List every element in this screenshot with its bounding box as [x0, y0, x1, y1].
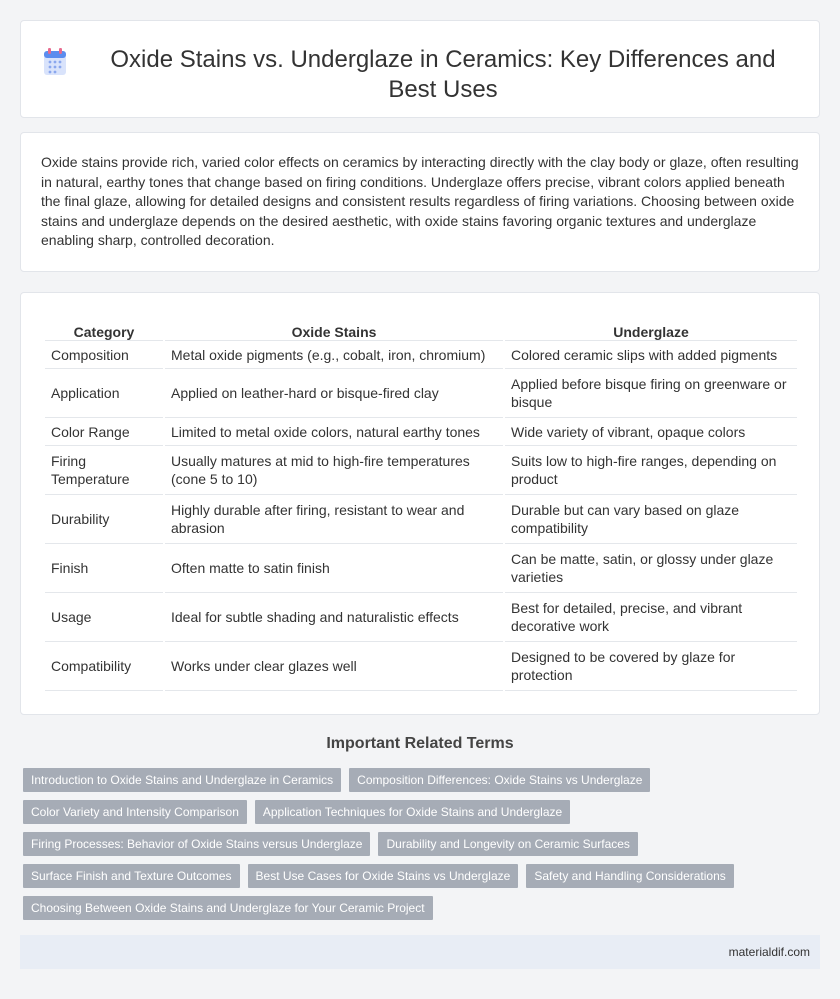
table-row [45, 341, 797, 369]
oxide-cell: Usually matures at mid to high-fire temperatures (cone 5 to 10) [165, 446, 503, 495]
comparison-table [43, 315, 799, 691]
row-category: Application [45, 369, 163, 418]
comparison-card [20, 292, 820, 715]
table-row [45, 418, 797, 446]
header-card [20, 20, 820, 118]
oxide-cell: Metal oxide pigments (e.g., cobalt, iron, chromium) [165, 341, 503, 369]
column-header: Underglaze [505, 315, 797, 341]
row-category: Usage [45, 593, 163, 642]
table-row [45, 369, 797, 418]
related-term-tag[interactable]: Best Use Cases for Oxide Stains vs Underglaze [248, 864, 519, 888]
related-term-tag[interactable]: Choosing Between Oxide Stains and Underglaze for Your Ceramic Project [23, 896, 433, 920]
table-row [45, 593, 797, 642]
page-title: Oxide Stains vs. Underglaze in Ceramics: Key Differences and Best Uses [110, 46, 776, 103]
table-row [45, 446, 797, 495]
related-term-tag[interactable]: Introduction to Oxide Stains and Underglaze in Ceramics [23, 768, 341, 792]
table-row [45, 495, 797, 544]
oxide-cell: Applied on leather-hard or bisque-fired clay [165, 369, 503, 418]
related-term-tag[interactable]: Color Variety and Intensity Comparison [23, 800, 247, 824]
oxide-cell: Highly durable after firing, resistant to wear and abrasion [165, 495, 503, 544]
document-icon [41, 47, 69, 77]
underglaze-cell: Wide variety of vibrant, opaque colors [505, 418, 797, 446]
underglaze-cell: Colored ceramic slips with added pigments [505, 341, 797, 369]
table-row [45, 544, 797, 593]
related-term-tag[interactable]: Surface Finish and Texture Outcomes [23, 864, 240, 888]
oxide-cell: Works under clear glazes well [165, 642, 503, 691]
oxide-cell: Limited to metal oxide colors, natural earthy tones [165, 418, 503, 446]
row-category: Composition [45, 341, 163, 369]
underglaze-cell: Best for detailed, precise, and vibrant decorative work [505, 593, 797, 642]
row-category: Compatibility [45, 642, 163, 691]
oxide-cell: Often matte to satin finish [165, 544, 503, 593]
footer [20, 935, 820, 969]
related-term-tag[interactable]: Application Techniques for Oxide Stains and Underglaze [255, 800, 570, 824]
underglaze-cell: Applied before bisque firing on greenware or bisque [505, 369, 797, 418]
row-category: Finish [45, 544, 163, 593]
row-category: Durability [45, 495, 163, 544]
site-link[interactable]: materialdif.com [728, 945, 810, 959]
related-term-tag[interactable]: Composition Differences: Oxide Stains vs Underglaze [349, 768, 650, 792]
intro-card [20, 132, 820, 272]
underglaze-cell: Durable but can vary based on glaze compatibility [505, 495, 797, 544]
related-terms-list [23, 768, 813, 920]
row-category: Color Range [45, 418, 163, 446]
column-header: Oxide Stains [165, 315, 503, 341]
underglaze-cell: Suits low to high-fire ranges, depending on product [505, 446, 797, 495]
underglaze-cell: Designed to be covered by glaze for protection [505, 642, 797, 691]
underglaze-cell: Can be matte, satin, or glossy under glaze varieties [505, 544, 797, 593]
related-term-tag[interactable]: Firing Processes: Behavior of Oxide Stains versus Underglaze [23, 832, 370, 856]
column-header: Category [45, 315, 163, 341]
related-term-tag[interactable]: Safety and Handling Considerations [526, 864, 733, 888]
related-term-tag[interactable]: Durability and Longevity on Ceramic Surfaces [378, 832, 637, 856]
table-row [45, 642, 797, 691]
row-category: Firing Temperature [45, 446, 163, 495]
table-header-row [45, 315, 797, 341]
related-terms-heading: Important Related Terms [326, 735, 514, 752]
intro-paragraph: Oxide stains provide rich, varied color effects on ceramics by interacting directly with the clay body or glaze, often resulting in natural, earthy tones that change based on firing conditions. Underglaze offers precise, vibrant colors applied beneath the final glaze, allowing for detailed designs and consistent results regardless of firing variations. Choosing between oxide stains and underglaze depends on the desired aesthetic, with oxide stains favoring organic textures and underglaze enabling sharp, controlled decoration. [41, 154, 799, 249]
oxide-cell: Ideal for subtle shading and naturalistic effects [165, 593, 503, 642]
